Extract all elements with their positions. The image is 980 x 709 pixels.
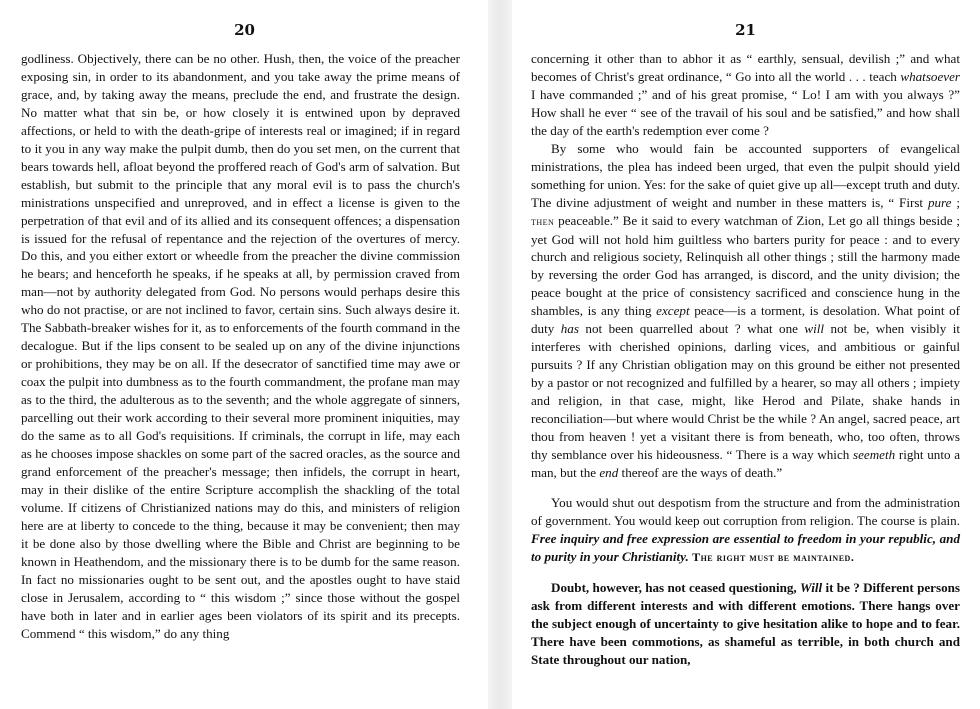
page-body xyxy=(531,50,960,668)
right-page xyxy=(512,0,980,709)
paragraph xyxy=(531,579,960,669)
text-run: concerning it other than to abhor it as “ earthly, sensual, devilish ;” and what becomes of Christ's great ordinance, “ Go into all the world . . . teach xyxy=(531,51,960,84)
italic-run: whatsoever xyxy=(900,68,960,84)
italic-run: Will xyxy=(800,579,823,595)
text-run: right unto a man, but the xyxy=(531,446,961,480)
italic-run: except xyxy=(656,303,690,319)
text-run: Doubt, however, has not ceased questioning, xyxy=(551,579,801,595)
text-run: thereof are the ways of death.” xyxy=(618,464,783,480)
page-body xyxy=(21,50,460,642)
text-run: peace—is a torment, is desolation. What point of duty xyxy=(531,303,961,337)
italic-run: pure xyxy=(927,194,952,210)
italic-run: end xyxy=(599,464,619,480)
smallcaps-run: The right must be maintained. xyxy=(692,549,855,564)
smallcaps-run: then xyxy=(531,213,555,228)
book-gutter xyxy=(488,0,512,709)
text-run: it be ? Different persons ask from different interests and with different emotions. There hangs over the subject enough of uncertainty to give hesitation alike to hope and to fear. There have been commotions, as shameful as terrible, in both church and State throughout our nation, xyxy=(531,579,960,667)
text-run: Objectively, there can be no other. Hush, then, the voice of the preacher exposing sin, in order to its abandonment, and you take away the prime means of grace, and, by taking away the means, preclude the end, and frustrate the design. No matter what that sin be, or how closely it is entwined upon by depraved affections, or held to with the death-gripe of interests real or imagined; if in regard to it you in any way make the pulpit dumb, then do you set men, on the current that bears towards hell, afloat beyond the proffered reach of God's arm of salvation. But establish, but submit to the principle that any moral evil is to pass the church's ministrations unspecified and unreproved, and in effect a license is given to the perpetration of that evil and of its allied and its consequent offences; a dispensation is issued for the refusal of repentance and the rejection of the overtures of mercy. Do this, and you either extort or wheedle from the preacher the divine commission he bears; and henceforth he speaks, if he speaks at all, by permission craved from man—not by authority delegated from God. No persons would perhaps desire this who do not practise, or are not inclined to favor, certain sins. Such always desire it. The Sabbath-breaker wishes for it, as to enforcements of the fourth command in the decalogue. But if the lips consent to be sealed up on any of the divine injunctions or prohibitions, they may be on all. If the desecrator of sanctified time may awe or coax the pulpit into dumbness as to the fourth commandment, the profane man may as to the third, the adulterous as to the seventh; and the whole aggregate of sinners, parcelling out their work according to their several more prominent iniquities, may do the same as to all God's requisitions. If criminals, the corrupt in life, may each as he chooses impose shackles on some part of the sacred oracles, as the source and grand enforcement of the preacher's message; then infidels, the corrupt in heart, may in their dislike of the entire Scripture accomplish the shackling of the total volume. If citizens of Christianized nations may do this, and ministers of religion here are at liberty to concede to the thing, because it may be convenient; then may it be done also by those dwelling where the Bible and Christ are beginning to be known in Heathendom, and the missionary there is to be dumb for the same reason. In fact no missionaries ought to be sent out, and the apostles ought to have staid close in Jerusalem, according to “ this wisdom ;” since those without the gospel have both in later and in earlier ages been violators of its spirit and its precepts. Commend “ this wisdom,” do any thing xyxy=(21,51,460,641)
page-number: 21 xyxy=(735,21,756,39)
paragraph xyxy=(531,50,960,140)
italic-run: has xyxy=(560,321,579,337)
text-run: You would shut out despotism from the structure and from the administration of government. You would keep out corruption from religion. The course is plain. xyxy=(531,494,960,528)
paragraph xyxy=(531,140,960,482)
text-run: not been quarrelled about ? what one xyxy=(578,321,805,337)
page-number: 20 xyxy=(234,21,255,39)
italic-run: Free inquiry and free expression are essential to freedom in your republic, and to purity in your Christianity. xyxy=(531,530,960,564)
left-page xyxy=(0,0,468,709)
text-run: ; xyxy=(951,194,960,210)
paragraph xyxy=(21,50,460,642)
italic-run: seemeth xyxy=(852,446,896,462)
text-run: not be, when visibly it interferes with cherished opinions, darling vices, and ambitious or gainful pursuits ? If any Christian obligation may on this ground be either not presented by a pastor or not recognized and fulfilled by a hearer, so may all others ; impiety and religion, in that case, might, like Herod and Pilate, shake hands in reconciliation—but where would Christ be the while ? An angel, sacred peace, art thou from heaven ! yet a visitant there is from beneath, who, too often, throws thy semblance over his hideousness. “ There is a way which xyxy=(531,321,961,462)
text-run: By some who would fain be accounted supporters of evangelical ministrations, the plea has indeed been urged, that even the pulpit should yield something for union. Yes: for the sake of quiet give up all—except truth and duty. The divine adjustment of weight and number in these matters is, “ First xyxy=(531,140,960,210)
italic-run: will xyxy=(804,321,825,337)
text-run: I have commanded ;” and of his great promise, “ Lo! I am with you always ?” How shall he ever “ see of the travail of his soul and be satisfied,” and how shall the day of the earth's redemption ever come ? xyxy=(531,86,960,138)
text-run: godliness. xyxy=(21,51,74,66)
text-run: peaceable.” Be it said to every watchman of Zion, Let go all things beside ; yet God will not hold him guiltless who barters purity for peace : and to every church and religious society, Relinquish all other things ; still the harmony made by reversing the order God has arranged, is discord, and the unity division; the peace bought at the price of consistency sacrificed and conscience hung in the shambles, is any thing xyxy=(531,212,960,319)
paragraph xyxy=(531,494,960,567)
